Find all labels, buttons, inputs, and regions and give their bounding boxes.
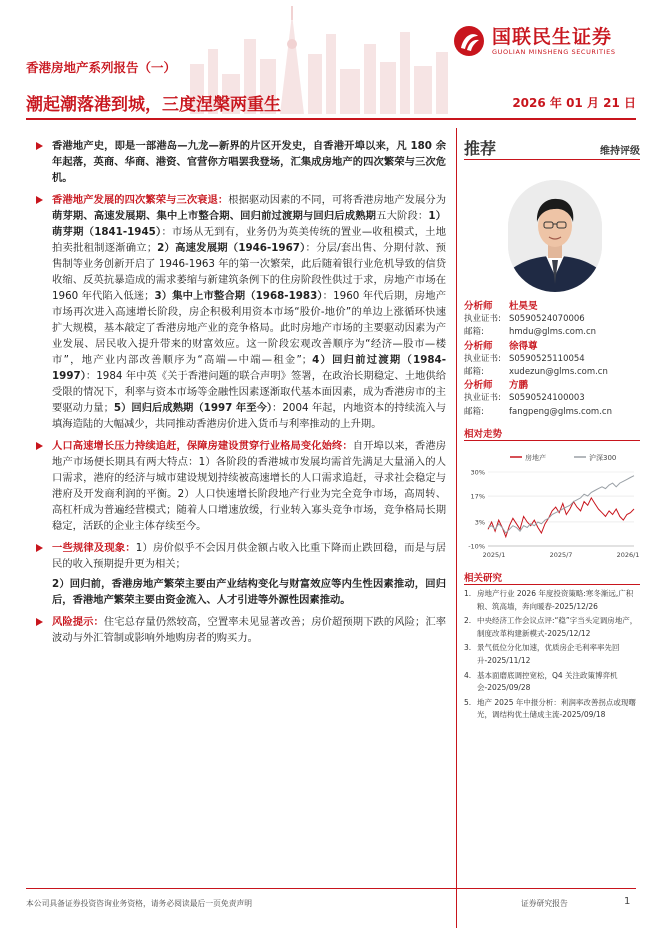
related-report-title: 景气低位分化加速，优质房企毛利率率先回升-2025/11/12 — [477, 643, 620, 665]
stages-text-bold: 萌芽期、高速发展期、集中上市整合期、回归前过渡期与回归后成熟期 — [52, 210, 377, 222]
legend-label: 沪深300 — [589, 454, 617, 462]
report-date: 2026 年 01 月 21 日 — [512, 96, 636, 110]
stages-text: 五大阶段： — [376, 210, 429, 222]
x-tick-label: 2025/7 — [549, 551, 573, 559]
risk-heading: 风险提示： — [52, 616, 104, 628]
analyst-name-row — [464, 379, 640, 392]
related-report-title: 房地产行业 2026 年度投资策略:寒冬渐远,广积粮、筑高墙，奔向暖春-2025/12/26 — [477, 589, 634, 611]
risk-text: 住宅总存量仍然较高，空置率未见显著改善；房价超预期下跌的风险；汇率波动与外汇管制或影响外地购房者的购买力。 — [52, 616, 447, 644]
chart-section-title: 相对走势 — [464, 429, 503, 440]
stage-5-text: ：2004 年起，内地资本的持续流入与填海造陆的大幅减少，共同推动香港房价进入货币与利率推动的上升期。 — [52, 402, 446, 430]
stage-4-label: 4）回归前过渡期（1984-1997） — [52, 354, 446, 382]
analyst-cert-label: 执业证书: — [464, 353, 501, 364]
analyst-cert-label: 执业证书: — [464, 393, 501, 404]
rating-status: 维持评级 — [600, 146, 640, 157]
population-paragraph — [36, 438, 446, 534]
legend-label: 房地产 — [525, 454, 546, 462]
company-logo — [452, 24, 616, 58]
bullet-icon — [36, 196, 43, 204]
analyst-name-label: 分析师 — [464, 380, 493, 392]
analyst-email-label: 邮箱: — [464, 406, 484, 417]
patterns-sub-text: 香港房地产繁荣主要由产业结构变化与财富效应等内生性因素推动，回归后，香港地产繁荣主要由资金流入、人才引进等外源性因素推动。 — [52, 578, 447, 606]
analyst-name-label: 分析师 — [464, 301, 493, 312]
population-heading: 人口高速增长压力持续追赶，保障房建设贯穿行业格局变化始终： — [52, 440, 353, 452]
report-title: 潮起潮落港到城，三度涅槃两重生 — [26, 95, 281, 115]
stage-2-text: ：分层/套出售、分期付款、预售制等业务创新开启了 1946-1963 年的第一次繁荣，此后随着银行业危机导致的信贷收缩、反英抗暴造成的需求萎缩与新建筑条例下的住房阶段性供过于求，房地产市场在 1960 年代陷入低迷； — [52, 242, 447, 302]
related-report-item[interactable] — [464, 615, 640, 640]
bullet-icon — [36, 442, 43, 450]
bullet-icon — [36, 618, 43, 626]
patterns-subparagraph — [36, 576, 446, 608]
stages-paragraph — [36, 192, 446, 432]
page-number: 1 — [624, 896, 631, 907]
rating-label: 推荐 — [464, 139, 497, 158]
summary-text: 香港地产史，即是一部港岛—九龙—新界的片区开发史，自香港开埠以来，凡 180 余年起落，英商、华商、港资、官营你方唱罢我登场，汇集成房地产的四次繁荣与三次危机。 — [52, 140, 446, 184]
patterns-sub-prefix: 2）回归前， — [52, 578, 112, 590]
y-tick-label: -10% — [468, 542, 485, 551]
analyst-cert-row — [464, 353, 640, 366]
related-report-number: 5. — [464, 697, 472, 707]
report-series: 香港房地产系列报告（一） — [26, 60, 177, 75]
footer-divider — [26, 888, 636, 889]
series-line-real-estate — [488, 498, 634, 537]
related-report-item[interactable] — [464, 670, 640, 695]
analyst-email-row — [464, 366, 640, 379]
related-report-number: 3. — [464, 643, 472, 653]
column-divider — [456, 128, 457, 928]
analyst-name-label: 分析师 — [464, 340, 493, 352]
stage-1-label: 1）萌芽期（1841-1945） — [52, 210, 447, 238]
related-report-title: 基本面磨底调控宽松，Q4 关注政策博弈机会-2025/09/28 — [477, 670, 618, 693]
related-report-number: 4. — [464, 670, 472, 680]
header-divider — [26, 118, 636, 120]
stage-3-label: 3）集中上市整合期（1968-1983） — [154, 290, 323, 302]
analyst-cert: S0590524070006 — [509, 314, 585, 325]
logo-text-cn: 国联民生证券 — [492, 25, 613, 48]
report-header — [0, 0, 662, 122]
footer-disclaimer: 本公司具备证券投资咨询业务资格，请务必阅读最后一页免责声明 — [26, 899, 253, 908]
analyst-cert: S0590524100003 — [509, 393, 585, 404]
y-tick-label: 3% — [474, 518, 485, 527]
summary-paragraph — [36, 138, 446, 186]
patterns-paragraph — [36, 540, 446, 572]
report-body — [36, 138, 446, 652]
analyst-list — [464, 300, 640, 419]
logo-icon — [452, 24, 486, 58]
x-tick-label: 2025/1 — [482, 551, 506, 559]
related-report-item[interactable] — [464, 642, 640, 667]
stage-4-text: ：1984 年中英《关于香港问题的联合声明》签署，在政治长期稳定、土地供给受限的情况下，利率与资本市场等金融性因素逐渐取代基本面因素，成为香港房市的主要驱动力量； — [52, 370, 446, 414]
analyst-email-row — [464, 406, 640, 419]
logo-text-en: GUOLIAN MINSHENG SECURITIES — [492, 47, 616, 56]
analyst-name: 方鹏 — [509, 380, 529, 392]
analyst-name: 杜昊旻 — [509, 301, 538, 312]
stage-3-text: ：1960 年代后期，房地产市场再次进入高速增长阶段，房企积极利用资本市场“股价-地价”的单边上涨循环快速扩大规模，基本敲定了香港房地产业的竞争格局。此时房地产市场的主要驱动因素为产业发展、居民收入提升带来的财富效应。这一阶段宏观改善顺序为“经济—股市—楼市”，地产业内部改善顺序为“高端—中端—租金”； — [52, 290, 446, 366]
chart-section-divider — [464, 440, 640, 441]
analyst-email[interactable]: fangpeng@glms.com.cn — [509, 406, 612, 417]
rating-row — [464, 130, 640, 160]
analyst-email-label: 邮箱: — [464, 367, 484, 378]
footer-doc-type: 证券研究报告 — [521, 899, 568, 908]
x-tick-label: 2026/1 — [616, 551, 640, 559]
sidebar — [464, 130, 640, 720]
population-text: 自开埠以来，香港房地产市场便长期具有两大特点：1）各阶段的香港城市发展均需首先满足大量涌入的人口需求，港府的经济与城市建设规划持续被高速增长的人口需求追赶，寻求社会稳定与港府及开发商利润的平衡。2）人口快速增长阶段地产行业为完全竞争市场，高周转、高杠杆成为普遍经营模式；随着人口增速放缓，行业转入寡头竞争市场，竞争格局长期稳定，活跃的企业主体存续至今。 — [52, 440, 447, 532]
bullet-icon — [36, 544, 43, 552]
analyst-email[interactable]: hmdu@glms.com.cn — [509, 327, 597, 338]
related-report-item[interactable] — [464, 588, 640, 613]
analyst-email-label: 邮箱: — [464, 327, 484, 338]
y-tick-label: 30% — [470, 468, 485, 477]
reports-section-title: 相关研究 — [464, 573, 503, 584]
related-report-title: 地产 2025 年中报分析：利润率改善拐点或现曙光，调结构优土储成主流-2025/09/18 — [477, 697, 636, 720]
stage-5-label: 5）回归后成熟期（1997 年至今） — [113, 402, 273, 414]
patterns-text: 1）房价似乎不会因月供金额占收入比重下降而止跌回稳，而是与居民的收入预期提升更为相关； — [52, 542, 446, 570]
analyst-cert-row — [464, 392, 640, 405]
analyst-cert-row — [464, 313, 640, 326]
related-reports — [464, 588, 640, 724]
analyst-name: 徐得尊 — [509, 340, 538, 352]
bullet-icon — [36, 142, 43, 150]
related-report-item[interactable] — [464, 697, 640, 722]
analyst-name-row — [464, 340, 640, 353]
analyst-name-row — [464, 300, 640, 313]
analyst-email-row — [464, 326, 640, 339]
analyst-cert-label: 执业证书: — [464, 314, 501, 325]
stages-heading: 香港地产发展的四次繁荣与三次衰退： — [52, 194, 229, 206]
analyst-photo — [508, 180, 602, 292]
reports-section-divider — [464, 584, 640, 585]
patterns-heading: 一些规律及现象： — [52, 542, 136, 554]
stage-1-text: ：市场从无到有，业务仍为英美传统的置业—收租模式，土地拍卖批租制逐渐确立； — [52, 226, 446, 254]
related-report-number: 1. — [464, 589, 472, 598]
analyst-cert: S0590525110054 — [509, 353, 585, 364]
y-tick-label: 17% — [470, 492, 485, 501]
related-report-title: 中央经济工作会议点评:“稳”字当头定调房地产，制度改革构建新模式-2025/12/12 — [477, 616, 638, 638]
relative-performance-chart — [464, 448, 640, 566]
related-report-number: 2. — [464, 616, 472, 626]
analyst-email[interactable]: xudezun@glms.com.cn — [509, 367, 608, 378]
stages-text: 根据驱动因素的不同，可将香港房地产发展分为 — [228, 194, 447, 206]
stage-2-label: 2）高速发展期（1946-1967） — [157, 242, 306, 254]
risk-paragraph — [36, 614, 446, 646]
